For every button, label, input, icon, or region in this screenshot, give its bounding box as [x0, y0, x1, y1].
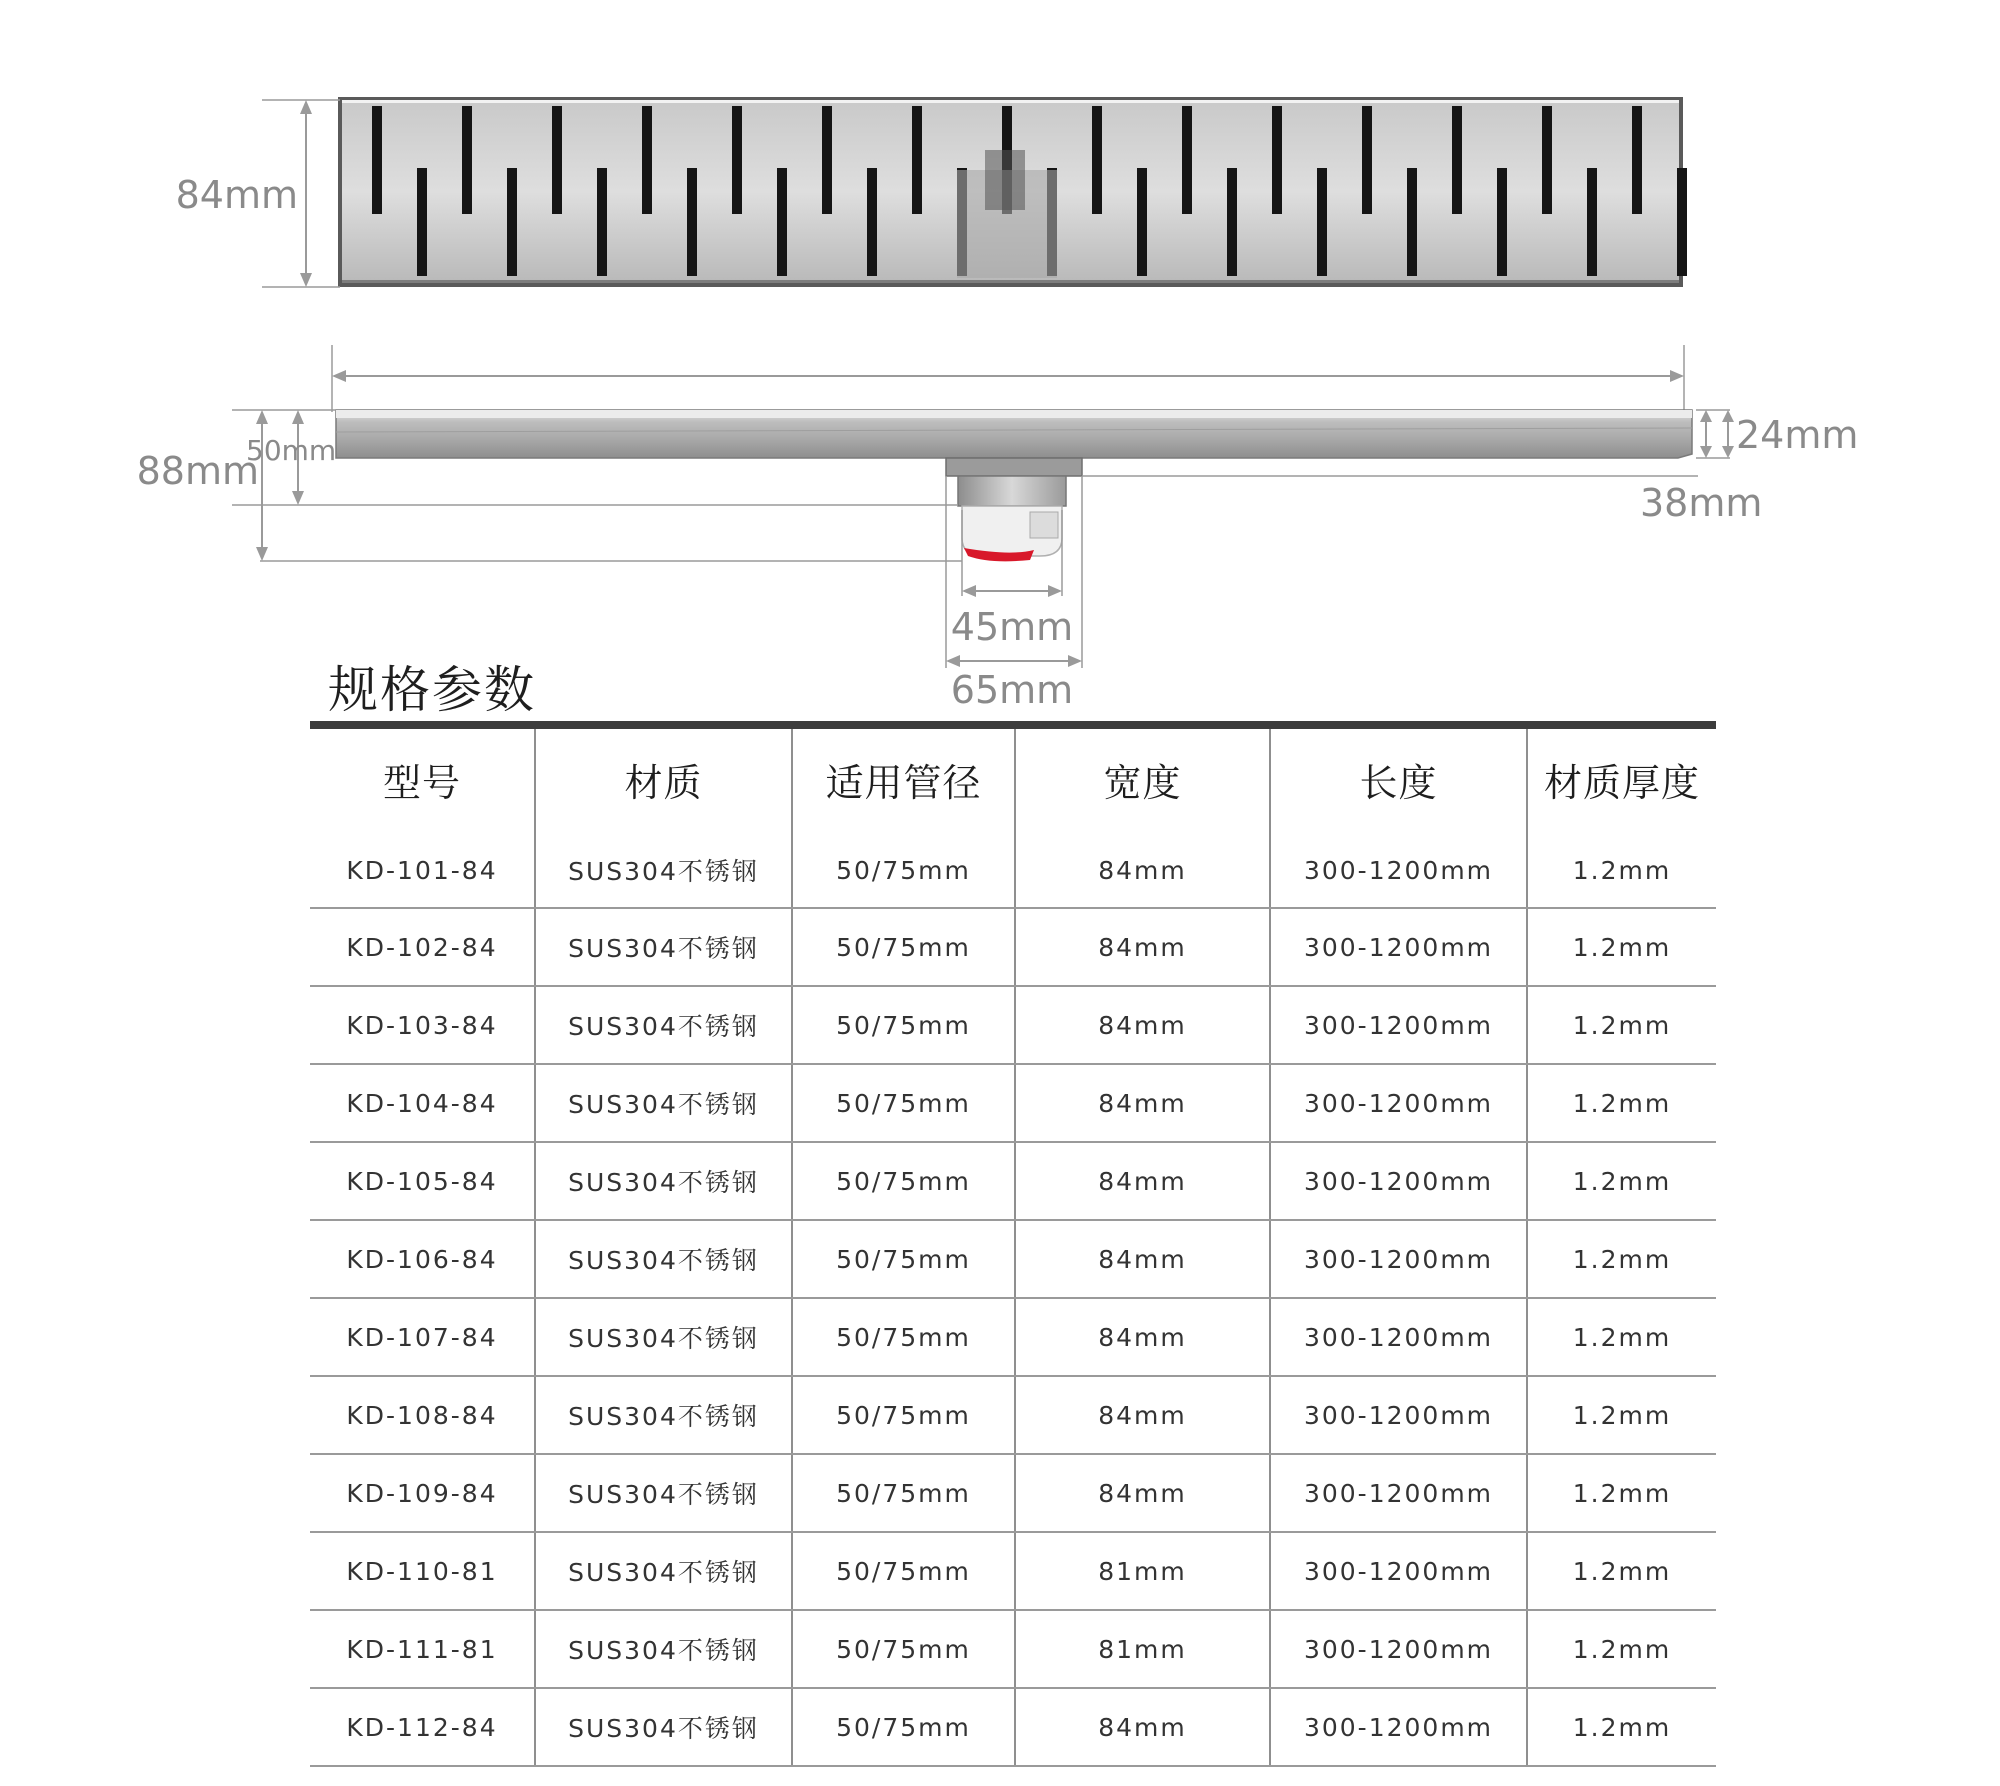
cell-thickness: 1.2mm: [1527, 1064, 1716, 1142]
drain-slot-upper: [912, 106, 922, 214]
drain-slot-lower: [1317, 168, 1327, 276]
cell-model: KD-106-84: [310, 1220, 535, 1298]
drain-slot-lower: [1677, 168, 1687, 276]
drain-slot-lower: [1227, 168, 1237, 276]
cell-length: 300-1200mm: [1270, 1610, 1527, 1688]
table-row: [310, 1454, 1716, 1532]
drain-slot-lower: [777, 168, 787, 276]
drain-slot-lower: [1407, 168, 1417, 276]
drain-slot-lower: [507, 168, 517, 276]
dimension-84mm: [176, 100, 340, 287]
cell-width: 81mm: [1015, 1610, 1270, 1688]
drain-slot-upper: [1182, 106, 1192, 214]
top-width-label: 84mm: [175, 173, 298, 217]
cell-material: SUS304不锈钢: [535, 1376, 792, 1454]
drain-slot-lower: [867, 168, 877, 276]
cell-length: 300-1200mm: [1270, 1298, 1527, 1376]
cell-thickness: 1.2mm: [1527, 986, 1716, 1064]
cell-length: 300-1200mm: [1270, 1376, 1527, 1454]
cell-thickness: 1.2mm: [1527, 829, 1716, 908]
cell-model: KD-109-84: [310, 1454, 535, 1532]
cell-thickness: 1.2mm: [1527, 1688, 1716, 1766]
drain-slot-upper: [552, 106, 562, 214]
cell-length: 300-1200mm: [1270, 908, 1527, 986]
spec-table-body: [310, 829, 1716, 1766]
cell-thickness: 1.2mm: [1527, 1454, 1716, 1532]
drain-slot-lower: [687, 168, 697, 276]
side-total-height-label: 88mm: [136, 449, 259, 493]
table-row: [310, 1220, 1716, 1298]
cell-model: KD-102-84: [310, 908, 535, 986]
cell-model: KD-101-84: [310, 829, 535, 908]
cell-thickness: 1.2mm: [1527, 1142, 1716, 1220]
table-row: [310, 1142, 1716, 1220]
cell-model: KD-107-84: [310, 1298, 535, 1376]
section-title: 规格参数: [328, 661, 536, 719]
header-model: 型号: [382, 760, 461, 805]
header-thickness: 材质厚度: [1527, 729, 1716, 829]
header-pipe-diameter: 适用管径: [792, 729, 1015, 829]
drain-slot-lower: [597, 168, 607, 276]
table-row: [310, 1064, 1716, 1142]
cell-pipe-diameter: 50/75mm: [792, 908, 1015, 986]
cell-pipe-diameter: 50/75mm: [792, 1064, 1015, 1142]
cell-pipe-diameter: 50/75mm: [792, 1376, 1015, 1454]
cell-pipe-diameter: 50/75mm: [792, 1220, 1015, 1298]
table-row: [310, 986, 1716, 1064]
drain-slot-upper: [1542, 106, 1552, 214]
cell-width: 84mm: [1015, 908, 1270, 986]
outlet-outer-label: 65mm: [950, 668, 1074, 710]
drain-slot-upper: [1452, 106, 1462, 214]
cell-material: SUS304不锈钢: [535, 1298, 792, 1376]
header-width: 宽度: [1015, 729, 1270, 829]
cell-material: SUS304不锈钢: [535, 908, 792, 986]
cell-pipe-diameter: 50/75mm: [792, 986, 1015, 1064]
cell-width: 84mm: [1015, 1376, 1270, 1454]
cell-length: 300-1200mm: [1270, 829, 1527, 908]
header-length: 长度: [1270, 729, 1527, 829]
cell-width: 84mm: [1015, 829, 1270, 908]
cell-material: SUS304不锈钢: [535, 986, 792, 1064]
cell-model: KD-112-84: [310, 1688, 535, 1766]
grate-side-view: [332, 345, 1692, 561]
cell-model: KD-103-84: [310, 986, 535, 1064]
cell-length: 300-1200mm: [1270, 986, 1527, 1064]
cell-model: KD-111-81: [310, 1610, 535, 1688]
cell-pipe-diameter: 50/75mm: [792, 1610, 1015, 1688]
cell-thickness: 1.2mm: [1527, 908, 1716, 986]
cell-pipe-diameter: 50/75mm: [792, 1688, 1015, 1766]
cell-material: SUS304不锈钢: [535, 1532, 792, 1610]
cell-pipe-diameter: 50/75mm: [792, 1142, 1015, 1220]
cell-model: KD-108-84: [310, 1376, 535, 1454]
cell-length: 300-1200mm: [1270, 1688, 1527, 1766]
cell-length: 300-1200mm: [1270, 1142, 1527, 1220]
cell-width: 84mm: [1015, 1142, 1270, 1220]
drain-slot-upper: [642, 106, 652, 214]
cell-material: SUS304不锈钢: [535, 1142, 792, 1220]
drain-slot-upper: [372, 106, 382, 214]
table-row: [310, 829, 1716, 908]
cell-width: 84mm: [1015, 1064, 1270, 1142]
side-inner-height-label: 50mm: [246, 434, 337, 467]
drain-slot-lower: [1587, 168, 1597, 276]
cell-length: 300-1200mm: [1270, 1454, 1527, 1532]
cell-width: 84mm: [1015, 1220, 1270, 1298]
cell-length: 300-1200mm: [1270, 1532, 1527, 1610]
spec-table: [310, 729, 1716, 1767]
grate-top-view: [338, 97, 1687, 287]
cell-pipe-diameter: 50/75mm: [792, 829, 1015, 908]
table-row: [310, 1610, 1716, 1688]
spec-table-header: [310, 729, 1716, 829]
table-row: [310, 908, 1716, 986]
cell-thickness: 1.2mm: [1527, 1220, 1716, 1298]
table-row: [310, 1532, 1716, 1610]
table-row: [310, 1688, 1716, 1766]
drain-slot-upper: [732, 106, 742, 214]
header-material: 材质: [535, 729, 792, 829]
cell-thickness: 1.2mm: [1527, 1298, 1716, 1376]
drain-slot-upper: [1362, 106, 1372, 214]
cell-material: SUS304不锈钢: [535, 1064, 792, 1142]
cell-width: 84mm: [1015, 1298, 1270, 1376]
title-divider: [310, 721, 1716, 729]
drain-slot-lower: [1137, 168, 1147, 276]
cell-material: SUS304不锈钢: [535, 1220, 792, 1298]
cell-width: 84mm: [1015, 1454, 1270, 1532]
outlet-inner-label: 45mm: [950, 605, 1074, 649]
side-channel-label: 24mm: [1736, 413, 1859, 457]
cell-pipe-diameter: 50/75mm: [792, 1454, 1015, 1532]
cell-material: SUS304不锈钢: [535, 1610, 792, 1688]
cell-width: 84mm: [1015, 986, 1270, 1064]
table-row: [310, 1376, 1716, 1454]
cell-material: SUS304不锈钢: [535, 1454, 792, 1532]
drain-slot-upper: [462, 106, 472, 214]
cell-pipe-diameter: 50/75mm: [792, 1298, 1015, 1376]
drain-slot-lower: [417, 168, 427, 276]
cell-thickness: 1.2mm: [1527, 1376, 1716, 1454]
cell-model: KD-110-81: [310, 1532, 535, 1610]
cell-thickness: 1.2mm: [1527, 1610, 1716, 1688]
cell-length: 300-1200mm: [1270, 1064, 1527, 1142]
cell-material: SUS304不锈钢: [535, 1688, 792, 1766]
cell-pipe-diameter: 50/75mm: [792, 1532, 1015, 1610]
cell-model: KD-104-84: [310, 1064, 535, 1142]
drain-slot-lower: [1497, 168, 1507, 276]
drain-slot-upper: [1092, 106, 1102, 214]
cell-model: KD-105-84: [310, 1142, 535, 1220]
product-dimension-diagram: [0, 0, 2000, 710]
side-depth-label: 38mm: [1640, 481, 1763, 525]
drain-slot-upper: [822, 106, 832, 214]
cell-width: 84mm: [1015, 1688, 1270, 1766]
cell-thickness: 1.2mm: [1527, 1532, 1716, 1610]
table-row: [310, 1298, 1716, 1376]
cell-material: SUS304不锈钢: [535, 829, 792, 908]
drain-slot-upper: [1632, 106, 1642, 214]
cell-length: 300-1200mm: [1270, 1220, 1527, 1298]
cell-width: 81mm: [1015, 1532, 1270, 1610]
drain-slot-upper: [1272, 106, 1282, 214]
